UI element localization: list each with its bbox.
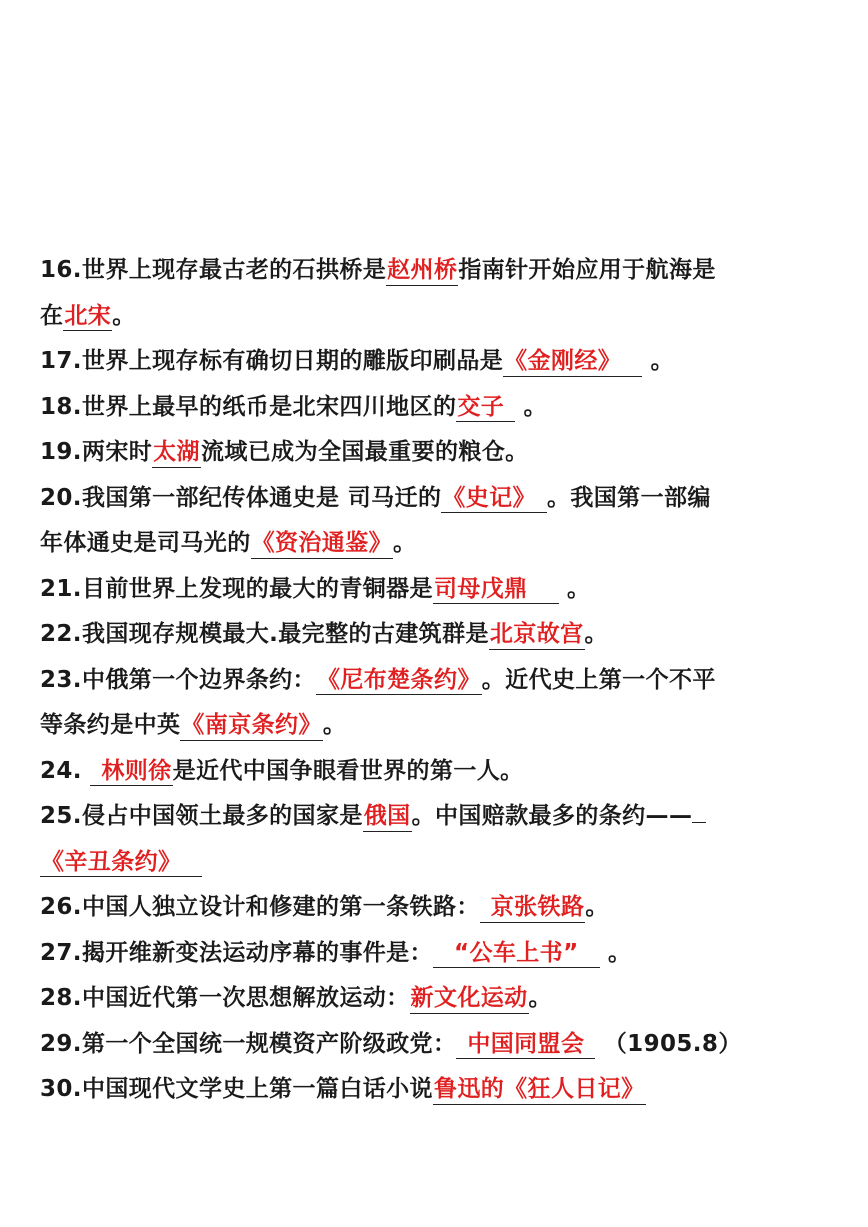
question-29: 29.第一个全国统一规模资产阶级政党： 中国同盟会 （1905.8）	[40, 1022, 830, 1068]
answer-blank: 《辛丑条约》	[40, 848, 202, 878]
answer-blank: 京张铁路	[480, 893, 586, 923]
question-25: 25.侵占中国领土最多的国家是俄国。中国赔款最多的条约——	[40, 794, 830, 840]
answer-blank: “公车上书”	[433, 939, 600, 969]
answer-blank: 中国同盟会	[456, 1030, 595, 1060]
question-19: 19.两宋时太湖流域已成为全国最重要的粮仓。	[40, 430, 830, 476]
question-16-cont: 在北宋。	[40, 294, 830, 340]
question-28: 28.中国近代第一次思想解放运动：新文化运动。	[40, 976, 830, 1022]
answer-blank: 鲁迅的《狂人日记》	[433, 1075, 646, 1105]
question-26: 26.中国人独立设计和修建的第一条铁路： 京张铁路。	[40, 885, 830, 931]
answer-blank: 《史记》	[441, 484, 547, 514]
question-23-cont: 等条约是中英《南京条约》。	[40, 703, 830, 749]
question-30: 30.中国现代文学史上第一篇白话小说鲁迅的《狂人日记》	[40, 1067, 830, 1113]
question-18: 18.世界上最早的纸币是北宋四川地区的交子 。	[40, 385, 830, 431]
answer-blank: 《南京条约》	[180, 711, 322, 741]
answer-blank: 北京故宫	[489, 620, 585, 650]
question-21: 21.目前世界上发现的最大的青铜器是司母戊鼎 。	[40, 567, 830, 613]
question-20-cont: 年体通史是司马光的《资治通鉴》。	[40, 521, 830, 567]
question-17: 17.世界上现存标有确切日期的雕版印刷品是《金刚经》 。	[40, 339, 830, 385]
answer-blank: 赵州桥	[386, 256, 458, 286]
question-23: 23.中俄第一个边界条约：《尼布楚条约》。近代史上第一个不平	[40, 658, 830, 704]
answer-blank: 《尼布楚条约》	[316, 666, 482, 696]
question-list	[40, 248, 830, 1113]
answer-blank: 交子	[456, 393, 515, 423]
question-25-cont	[40, 840, 830, 886]
question-16: 16.世界上现存最古老的石拱桥是赵州桥指南针开始应用于航海是	[40, 248, 830, 294]
answer-blank: 新文化运动	[410, 984, 529, 1014]
answer-blank: 太湖	[152, 438, 201, 468]
question-27: 27.揭开维新变法运动序幕的事件是： “公车上书” 。	[40, 931, 830, 977]
question-24: 24. 林则徐是近代中国争眼看世界的第一人。	[40, 749, 830, 795]
answer-blank: 《金刚经》	[503, 347, 642, 377]
answer-blank: 北宋	[63, 302, 112, 332]
answer-blank: 《资治通鉴》	[251, 529, 393, 559]
question-22: 22.我国现存规模最大.最完整的古建筑群是北京故宫。	[40, 612, 830, 658]
answer-blank: 俄国	[363, 802, 412, 832]
answer-blank: 林则徐	[90, 757, 172, 787]
answer-blank: 司母戊鼎	[433, 575, 559, 605]
question-20: 20.我国第一部纪传体通史是 司马迁的《史记》 。我国第一部编	[40, 476, 830, 522]
